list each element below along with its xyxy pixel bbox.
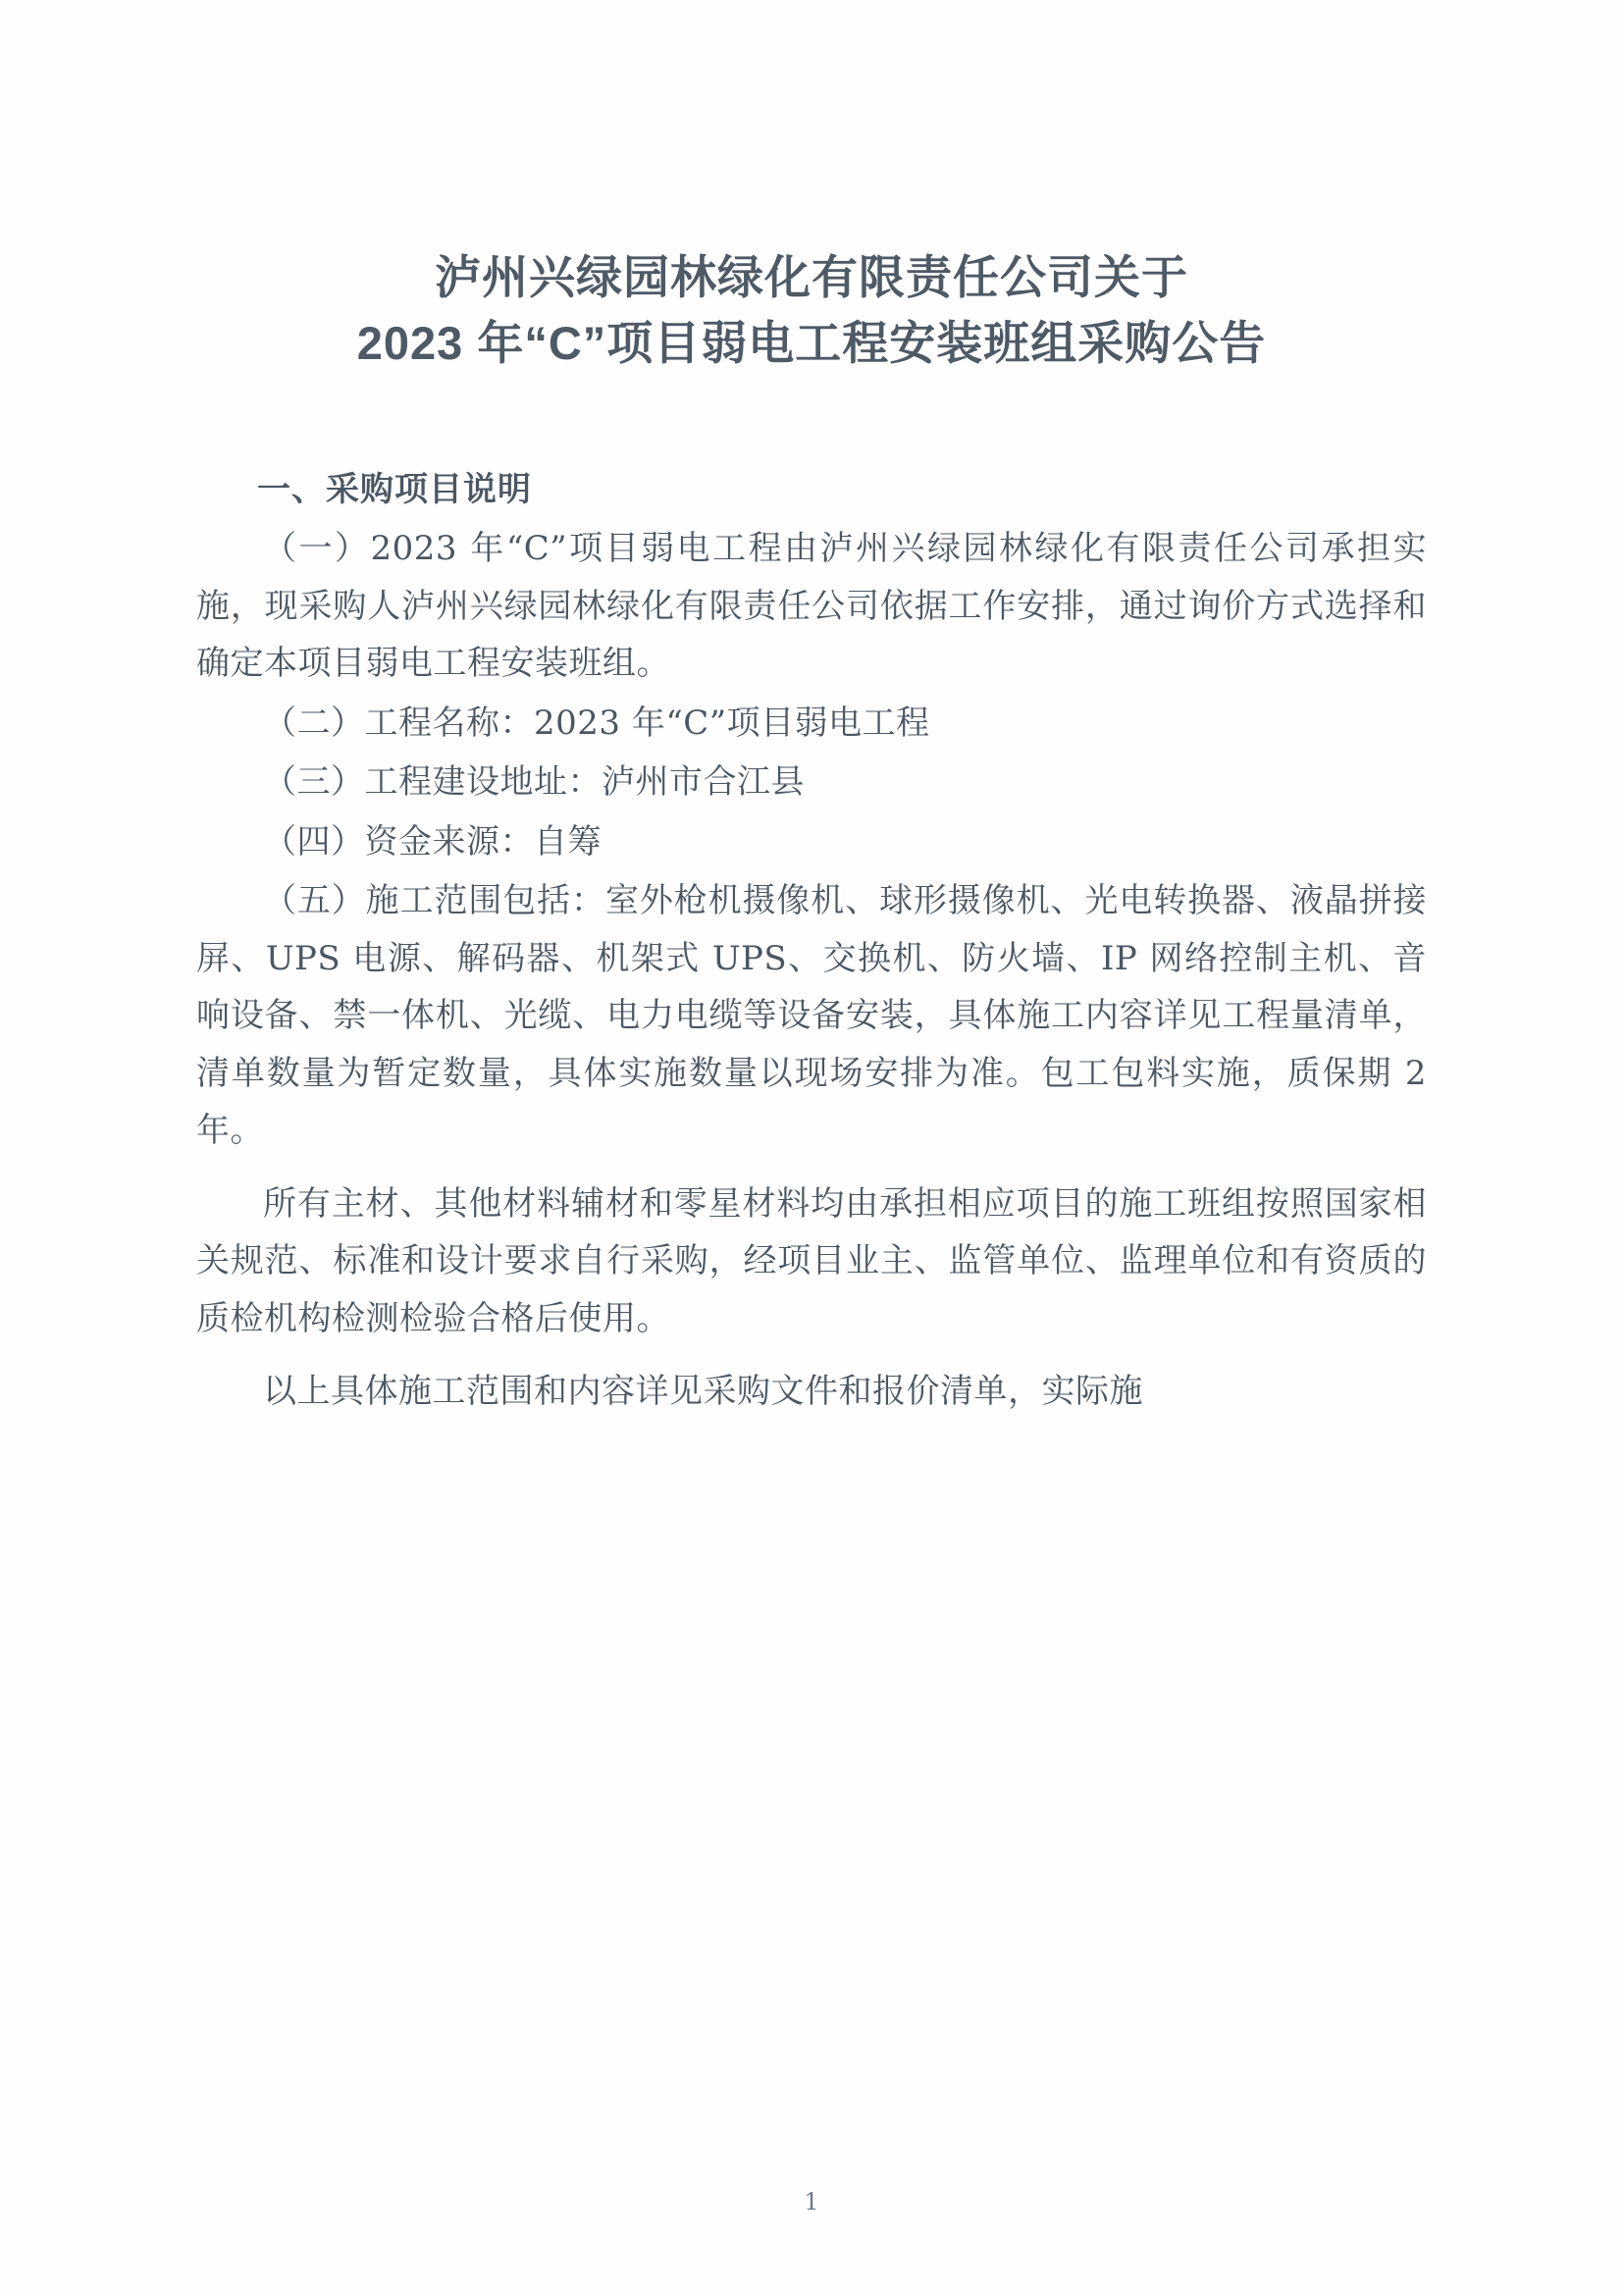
paragraph-item-3: （三）工程建设地址：泸州市合江县 xyxy=(263,762,805,803)
paragraph-item-2: （二）工程名称：2023 年“C”项目弱电工程 xyxy=(263,703,930,743)
page-title-line-2: 2023 年“C”项目弱电工程安装班组采购公告 xyxy=(356,316,1267,369)
paragraph-scope-reference: 以上具体施工范围和内容详见采购文件和报价清单，实际施 xyxy=(263,1372,1143,1412)
paragraph-item-5: （五）施工范围包括：室外枪机摄像机、球形摄像机、光电转换器、液晶拼接屏、UPS 电源、解码器、机架式 UPS、交换机、防火墙、IP 网络控制主机、音响设备、禁一体机、光缆、电力电缆等设备安装，具体施工内容详见工程量清单，清单数量为暂定数量，具体实施数量以现场安排为准。包工包料实施，质保期 2 年。 xyxy=(196,881,1427,1151)
page-number: 1 xyxy=(804,2188,819,2216)
page-title-line-1: 泸州兴绿园林绿化有限责任公司关于 xyxy=(435,251,1188,303)
page-title xyxy=(196,245,1427,376)
section-heading-procurement-description: 一、采购项目说明 xyxy=(257,471,532,509)
paragraph-materials: 所有主材、其他材料辅材和零星材料均由承担相应项目的施工班组按照国家相关规范、标准和设计要求自行采购，经项目业主、监管单位、监理单位和有资质的质检机构检测检验合格后使用。 xyxy=(196,1183,1427,1338)
paragraph-item-4: （四）资金来源：自筹 xyxy=(263,821,602,861)
paragraph-item-1: （一）2023 年“C”项目弱电工程由泸州兴绿园林绿化有限责任公司承担实施，现采购人泸州兴绿园林绿化有限责任公司依据工作安排，通过询价方式选择和确定本项目弱电工程安装班组。 xyxy=(196,529,1427,684)
